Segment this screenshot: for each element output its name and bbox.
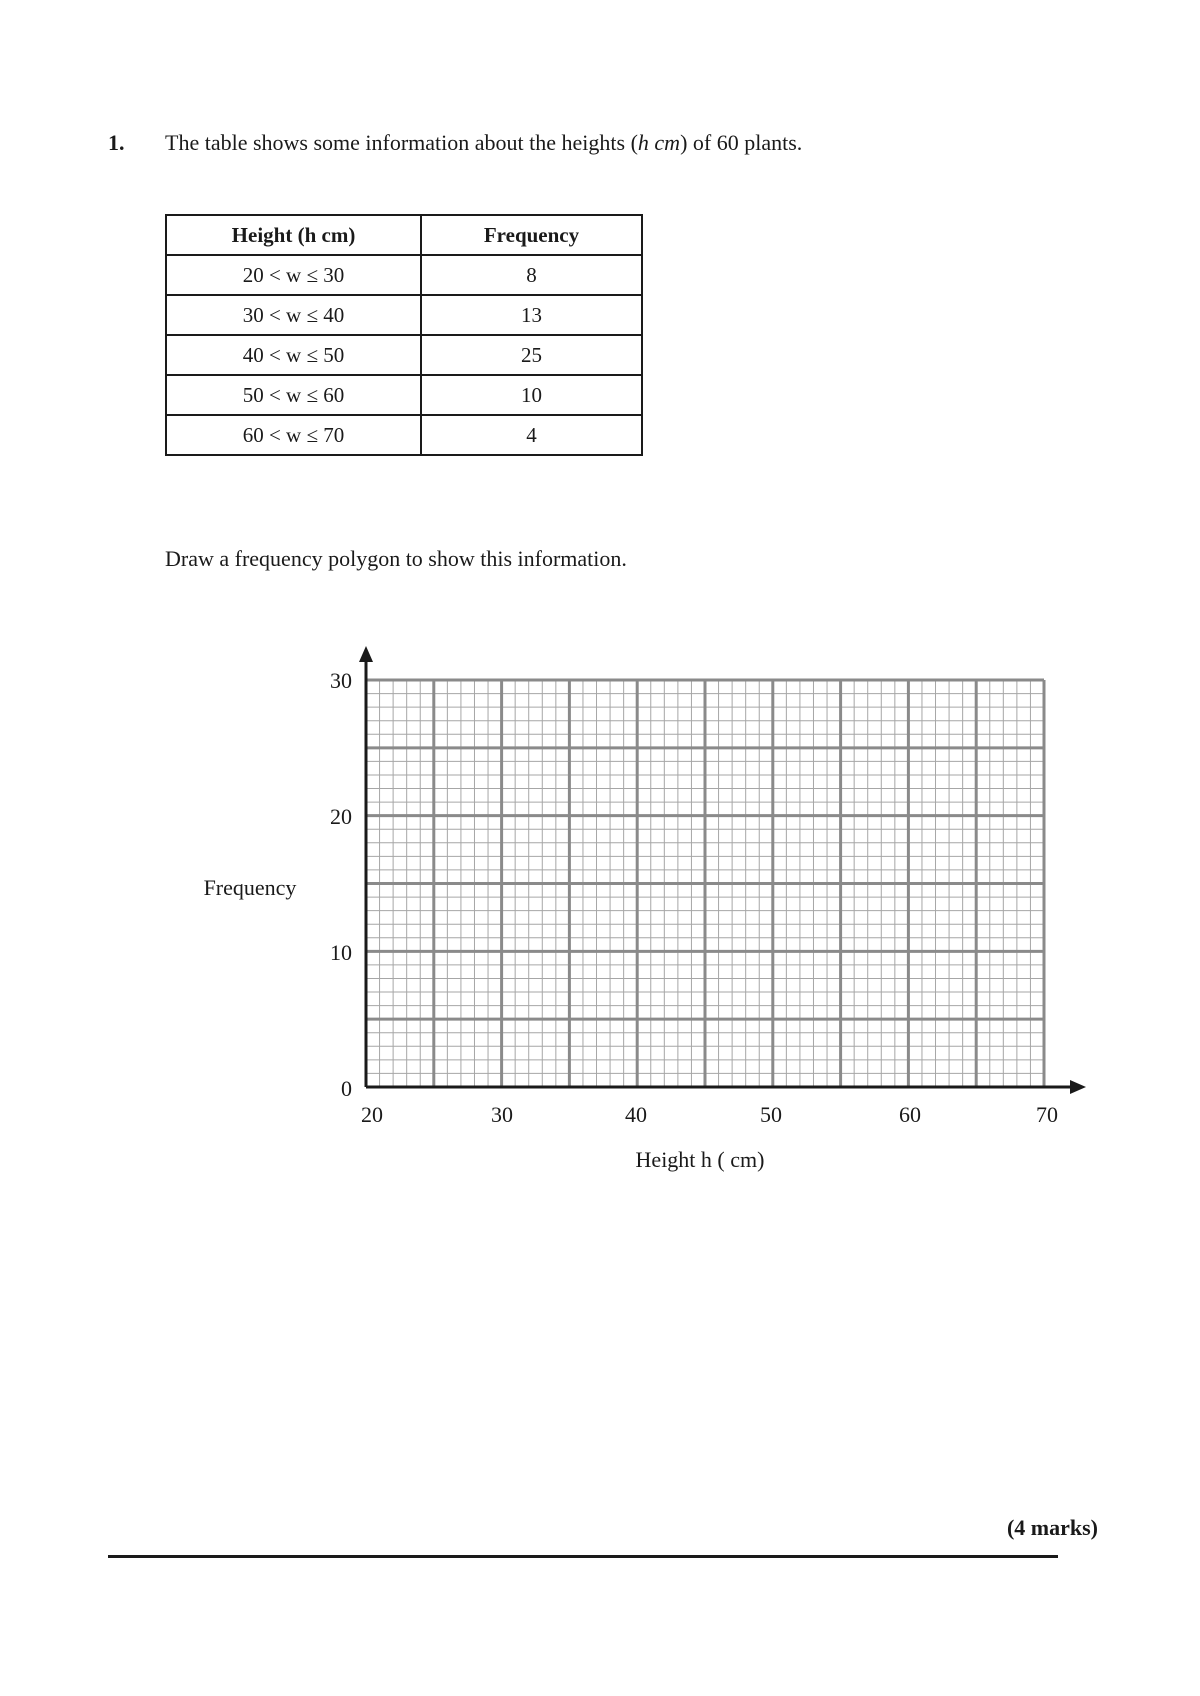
- x-axis-label: Height h ( cm): [635, 1147, 765, 1172]
- x-axis-arrow-icon: [1070, 1080, 1086, 1094]
- question-text-after: ) of 60 plants.: [680, 130, 803, 155]
- table-cell-interval: 40 < w ≤ 50: [166, 335, 421, 375]
- table-cell-interval: 30 < w ≤ 40: [166, 295, 421, 335]
- x-tick-label: 40: [625, 1102, 647, 1127]
- y-tick-label: 30: [330, 668, 352, 693]
- y-tick-label: 10: [330, 940, 352, 965]
- table-cell-frequency: 10: [421, 375, 642, 415]
- column-header-frequency: Frequency: [421, 215, 642, 255]
- table-cell-interval: 20 < w ≤ 30: [166, 255, 421, 295]
- question-text-before: The table shows some information about the heights (: [165, 130, 638, 155]
- table-cell-frequency: 8: [421, 255, 642, 295]
- y-tick-label: 0: [341, 1076, 352, 1101]
- table-cell-frequency: 13: [421, 295, 642, 335]
- x-tick-label: 50: [760, 1102, 782, 1127]
- question-number: 1.: [108, 130, 125, 155]
- x-tick-label: 60: [899, 1102, 921, 1127]
- column-header-height: Height (h cm): [166, 215, 421, 255]
- y-axis-arrow-icon: [359, 646, 373, 662]
- table-cell-frequency: 4: [421, 415, 642, 455]
- question-text-variable: h cm: [637, 130, 681, 155]
- y-axis-label: Frequency: [203, 875, 297, 900]
- x-tick-label: 20: [361, 1102, 383, 1127]
- table-cell-interval: 50 < w ≤ 60: [166, 375, 421, 415]
- x-tick-label: 30: [491, 1102, 513, 1127]
- instruction-text: Draw a frequency polygon to show this information.: [165, 546, 627, 571]
- table-cell-frequency: 25: [421, 335, 642, 375]
- marks-label: (4 marks): [1006, 1515, 1098, 1540]
- table-cell-interval: 60 < w ≤ 70: [166, 415, 421, 455]
- y-tick-label: 20: [330, 804, 352, 829]
- x-tick-label: 70: [1036, 1102, 1058, 1127]
- bottom-rule: [108, 1555, 1058, 1558]
